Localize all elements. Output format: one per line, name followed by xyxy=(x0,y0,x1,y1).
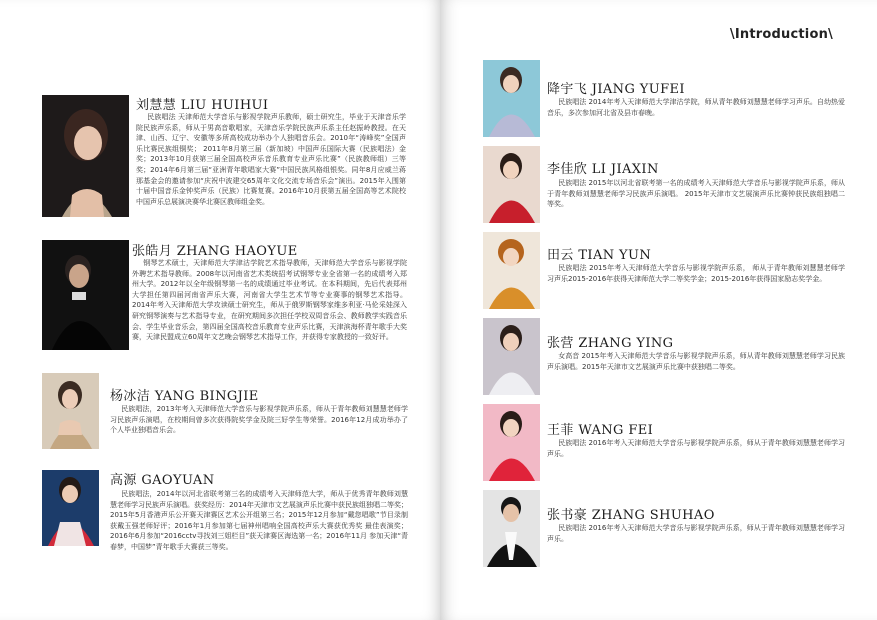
person-bio: 民族唱法，2013年考入天津师范大学音乐与影视学院声乐系，师从于青年教师刘慧慧老师学习民族声乐演唱，在校期间曾多次获得院奖学金及院三好学生等荣誉。2016年12月成功举办了个人毕业独唱音乐会。 xyxy=(110,405,408,435)
portrait-photo-gaoyuan xyxy=(42,470,99,546)
right-page xyxy=(440,0,877,620)
person-name: 降宇飞 JIANG YUFEI xyxy=(547,82,685,97)
portrait-photo-li-jiaxin xyxy=(483,146,540,223)
portrait-photo-zhang-haoyue xyxy=(42,240,129,350)
portrait-photo-jiang-yufei xyxy=(483,60,540,137)
person-name: 李佳欣 LI JIAXIN xyxy=(547,162,659,177)
person-bio: 钢琴艺术硕士，天津师范大学津沽学院艺术指导教师，天津师范大学音乐与影视学院外聘艺术指导教师。2008年以河南省艺术类统招考试钢琴专业全省第一名的成绩考入郑州大学。2012年以全年级钢琴第一名的成绩通过毕业考试。在本科期间，先后代表郑州大学担任第四届河南省声乐大赛，河南省大学生艺术节等专业赛事的钢琴艺术指导。2014年考入天津师范大学攻读硕士研究生，师从于俄罗斯钢琴家维多利亚·马伦采娃深入研究钢琴演奏与艺术指导专业，在研究期间多次担任学校双周音乐会、教师教学实践音乐会、学生毕业音乐会，第四届全国高校音乐教育专业声乐比赛，天津滨海杯青年歌手大奖赛，天津民盟成立60周年文艺晚会钢琴艺术指导工作，并获得专家教授的一致好评。 xyxy=(132,259,407,342)
person-name: 杨冰洁 YANG BINGJIE xyxy=(110,389,259,404)
portrait-photo-zhang-shuhao xyxy=(483,490,540,567)
portrait-photo-wang-fei xyxy=(483,404,540,481)
person-name: 高源 GAOYUAN xyxy=(110,473,215,488)
person-bio: 民族唱法 2014年考入天津师范大学津沽学院，师从青年教师刘慧慧老师学习声乐。自幼热爱音乐，多次参加河北省及县市春晚。 xyxy=(547,98,845,117)
person-bio: 民族唱法 天津师范大学音乐与影视学院声乐教师，硕士研究生，毕业于天津音乐学院民族声乐系，师从于男高音歌唱家，天津音乐学院民族声乐系主任赵振岭教授。在天津、山西、辽宁、安徽等多所高校成功举办个人独唱音乐会。2010年“涛峰奖”全国声乐比赛民族组铜奖； 2011年8月第三届（新加坡）中国声乐国际大赛（民族唱法）金奖；2013年10月获第三届全国高校声乐音乐教育专业声乐比赛”（民族教师组）三等奖；2014年6月第三届“亚洲青年歌唱家大赛”中国民族风格组银奖。同年8月应威兰蒋那基金会的邀请参加“庆祝中波建交65周年文化交流专场音乐会”演出。2015年入围第十届中国音乐金钟奖声乐（民族）比赛复赛。2016年10月获第五届全国高等艺术院校中国声乐总展演决赛华北赛区教师组金奖。 xyxy=(136,113,406,206)
person-bio: 民族唱法 2015年考入天津师范大学音乐与影视学院声乐系， 师从于青年教师刘慧慧老师学习声乐2015-2016年获得天津师范大学二等奖学金；2015-2016年获得国家励志奖学金。 xyxy=(547,264,845,283)
page-title: \Introduction\ xyxy=(729,27,833,42)
portrait-photo-yang-bingjie xyxy=(42,373,99,449)
portrait-photo-tian-yun xyxy=(483,232,540,309)
person-name: 刘慧慧 LIU HUIHUI xyxy=(136,98,269,113)
person-bio: 民族唱法 2015年以河北省联考第一名的成绩考入天津师范大学音乐与影视学院声乐系，师从于青年教师刘慧慧老师学习民族声乐演唱。 2015年天津市文艺展演声乐比赛钟获民族组独唱二等奖。 xyxy=(547,179,845,209)
person-name: 田云 TIAN YUN xyxy=(547,248,652,263)
portrait-photo-zhang-ying xyxy=(483,318,540,395)
portrait-photo-liu-huihui xyxy=(42,95,129,217)
person-name: 张书豪 ZHANG SHUHAO xyxy=(547,508,715,523)
person-name: 王菲 WANG FEI xyxy=(547,423,654,438)
person-name: 张营 ZHANG YING xyxy=(547,336,674,351)
person-bio: 民族唱法 2016年考入天津师范大学音乐与影视学院声乐系，师从于青年教师刘慧慧老师学习声乐。 xyxy=(547,439,845,458)
person-bio: 民族唱法，2014年以河北省联考第三名的成绩考入天津师范大学，师从于优秀青年教师刘慧慧老师学习民族声乐演唱。获奖经历：2014年天津市文艺展演声乐比赛中获民族组独唱二等奖；2015年5月香港声乐公开赛天津赛区艺术公开组第三名；2015年12月参加“戴您唱歌”节目录制获戴玉强老师好评；2016年1月参加第七届神州唱响全国高校声乐大赛获优秀奖 最佳表演奖；2016年6月参加“2016cctv寻找刘三姐栏目”获天津赛区海选第一名；2016年11月 参加天津“青春梦，中国梦”青年歌手大赛获三等奖。 xyxy=(110,490,408,551)
person-name: 张皓月 ZHANG HAOYUE xyxy=(132,244,298,259)
person-bio: 女高音 2015年考入天津师范大学音乐与影视学院声乐系，师从青年教师刘慧慧老师学习民族声乐演唱。2015年天津市文艺展演声乐比赛中获独唱二等奖。 xyxy=(547,352,845,371)
person-bio: 民族唱法 2016年考入天津师范大学音乐与影视学院声乐系，师从于青年教师刘慧慧老师学习声乐。 xyxy=(547,524,845,543)
